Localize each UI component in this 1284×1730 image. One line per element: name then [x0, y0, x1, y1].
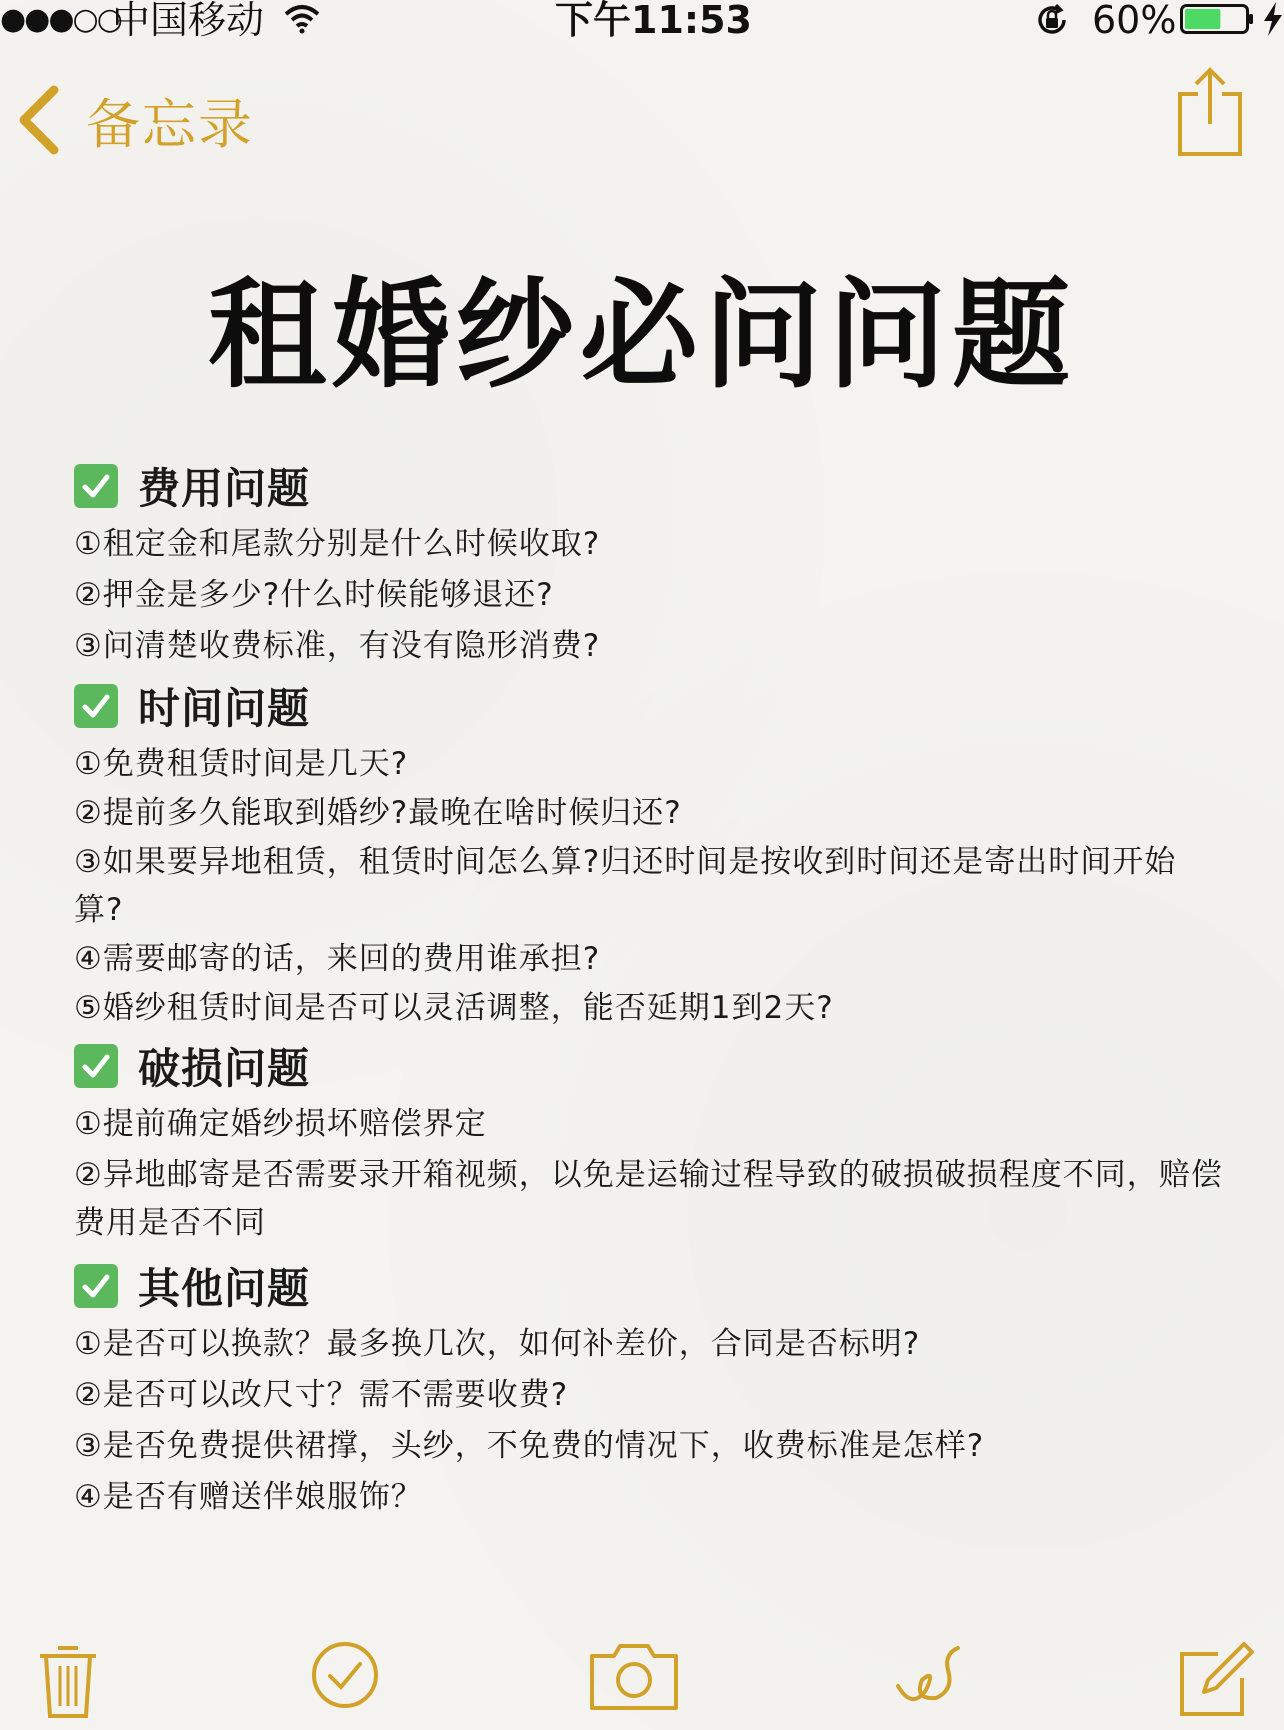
checkmark-icon — [74, 1264, 118, 1308]
section-heading-damage — [74, 1042, 311, 1093]
back-button-label: 备忘录 — [86, 92, 254, 156]
carrier-name: 中国移动 — [112, 0, 265, 42]
list-item: ③是否免费提供裙撑，头纱，不免费的情况下，收费标准是怎样? — [74, 1428, 985, 1464]
list-item: ①提前确定婚纱损坏赔偿界定 — [74, 1106, 487, 1142]
checkmark-icon — [74, 1044, 118, 1088]
list-item: ①是否可以换款？最多换几次，如何补差价，合同是否标明? — [74, 1326, 921, 1362]
list-item: ②提前多久能取到婚纱?最晚在啥时候归还? — [74, 795, 682, 831]
trash-icon[interactable] — [36, 1640, 100, 1720]
list-item: ②是否可以改尺寸？需不需要收费? — [74, 1377, 569, 1413]
status-time: 下午11:53 — [555, 0, 752, 42]
wifi-icon — [284, 4, 320, 34]
charging-bolt-icon — [1262, 2, 1284, 36]
battery-icon — [1180, 4, 1256, 34]
list-item: ②押金是多少?什么时候能够退还? — [74, 577, 554, 613]
list-item: ②异地邮寄是否需要录开箱视频，以免是运输过程导致的破损破损程度不同，赔偿费用是否不同 — [74, 1157, 1223, 1241]
list-item: ③如果要异地租赁，租赁时间怎么算?归还时间是按收到时间还是寄出时间开始算? — [74, 844, 1177, 928]
checklist-icon[interactable] — [310, 1640, 380, 1710]
camera-icon[interactable] — [588, 1640, 680, 1712]
list-item: ⑤婚纱租赁时间是否可以灵活调整，能否延期1到2天? — [74, 990, 834, 1026]
section-title: 时间问题 — [138, 684, 311, 733]
section-heading-fees — [74, 462, 311, 513]
back-button[interactable] — [14, 80, 254, 160]
chevron-left-icon — [14, 84, 62, 156]
list-item: ③问清楚收费标准，有没有隐形消费? — [74, 628, 601, 664]
note-title: 租婚纱必问问题 — [207, 266, 1076, 404]
sketch-icon[interactable] — [892, 1640, 964, 1716]
battery-percentage: 60% — [1092, 0, 1177, 42]
signal-strength: ●●●○○ — [0, 2, 121, 37]
section-heading-time — [74, 682, 311, 733]
list-item: ①租定金和尾款分别是什么时候收取? — [74, 526, 601, 562]
section-heading-other — [74, 1262, 311, 1313]
checkmark-icon — [74, 464, 118, 508]
list-item: ④是否有赠送伴娘服饰？ — [74, 1479, 423, 1515]
compose-icon[interactable] — [1176, 1640, 1256, 1720]
section-title: 破损问题 — [138, 1044, 311, 1093]
status-bar — [0, 0, 1284, 40]
checkmark-icon — [74, 684, 118, 728]
list-item: ④需要邮寄的话，来回的费用谁承担? — [74, 941, 601, 977]
share-icon[interactable] — [1176, 66, 1244, 158]
section-title: 费用问题 — [138, 464, 311, 513]
section-title: 其他问题 — [138, 1264, 311, 1313]
list-item: ①免费租赁时间是几天? — [74, 746, 409, 782]
rotation-lock-icon — [1034, 2, 1070, 38]
